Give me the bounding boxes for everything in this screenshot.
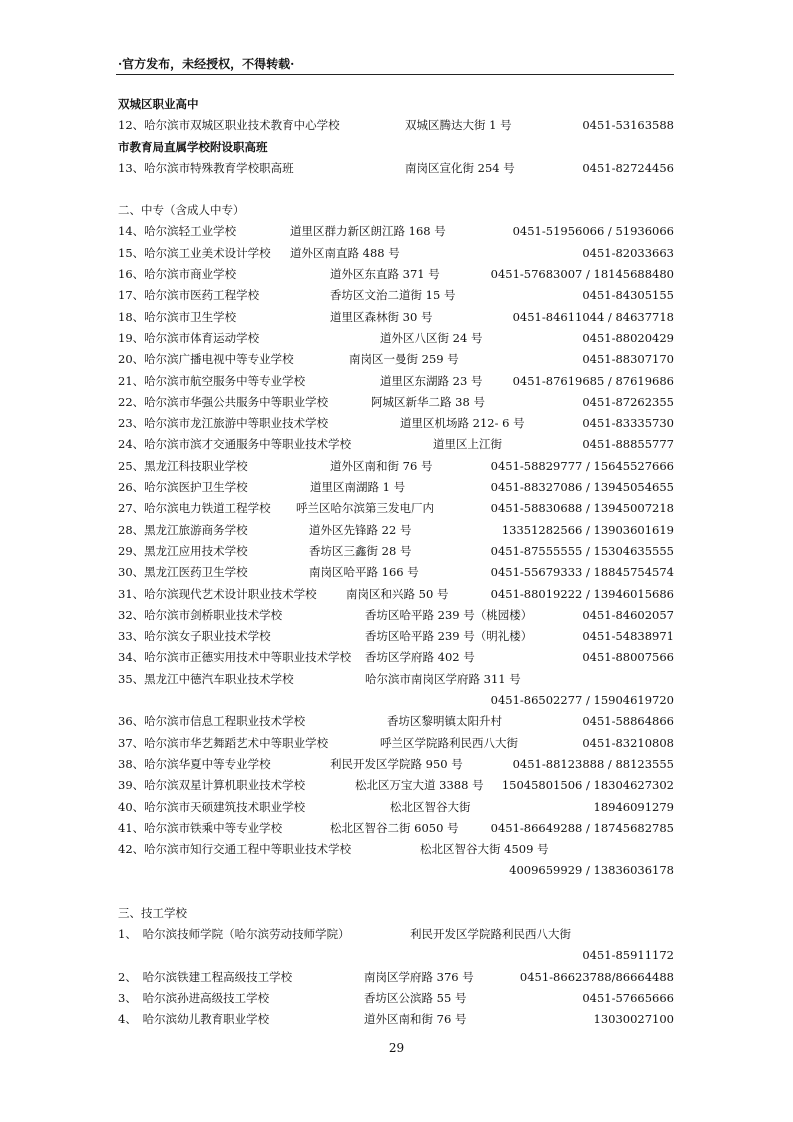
school-row (118, 477, 674, 498)
category-heading-text: 市教育局直属学校附设职高班 (118, 139, 268, 154)
school-address: 香坊区哈平路 239 号（明礼楼） (365, 629, 533, 644)
school-name: 29、黑龙江应用技术学校 (118, 543, 248, 558)
school-name: 30、黑龙江医药卫生学校 (118, 565, 248, 580)
school-row (118, 264, 674, 285)
school-name: 28、黑龙江旅游商务学校 (118, 522, 248, 537)
school-name: 42、哈尔滨市知行交通工程中等职业技术学校 (118, 842, 352, 857)
school-phone: 0451-88020429 (582, 330, 674, 345)
school-row (118, 584, 674, 605)
school-phone: 15045801506 / 18304627302 (501, 778, 674, 793)
school-row (118, 839, 674, 860)
section3-list (118, 924, 674, 1030)
school-phone: 0451-87262355 (582, 394, 674, 409)
school-address: 南岗区学府路 376 号 (364, 969, 474, 984)
school-row (118, 328, 674, 349)
school-row (118, 690, 674, 711)
school-name: 23、哈尔滨市龙江旅游中等职业技术学校 (118, 416, 329, 431)
school-phone: 0451-57683007 / 18145688480 (490, 267, 674, 282)
school-phone: 0451-82724456 (582, 160, 674, 175)
school-phone: 0451-83335730 (582, 416, 674, 431)
page-number: 29 (388, 1041, 405, 1055)
school-name: 15、哈尔滨工业美术设计学校 (118, 245, 271, 260)
school-address: 香坊区三鑫街 28 号 (309, 543, 412, 558)
school-address: 道里区东湖路 23 号 (380, 373, 483, 388)
school-address: 松北区万宝大道 3388 号 (355, 778, 484, 793)
school-row (118, 711, 674, 732)
school-address: 香坊区学府路 402 号 (365, 650, 475, 665)
school-address: 道里区机场路 212- 6 号 (400, 416, 525, 431)
school-address: 南岗区哈平路 166 号 (309, 565, 419, 580)
school-row (118, 562, 674, 583)
school-address: 道里区南湖路 1 号 (310, 480, 406, 495)
school-address: 利民开发区学院路利民西八大街 (410, 926, 571, 941)
school-phone: 0451-51956066 / 51936066 (512, 224, 674, 239)
category-heading (118, 137, 674, 158)
school-address: 呼兰区哈尔滨第三发电厂内 (296, 501, 434, 516)
school-address: 道里区上江街 (433, 437, 502, 452)
school-phone: 0451-58829777 / 15645527666 (490, 458, 674, 473)
school-phone: 0451-88327086 / 13945054655 (490, 480, 674, 495)
school-row (118, 158, 674, 179)
school-row (118, 221, 674, 242)
school-address: 南岗区和兴路 50 号 (346, 586, 449, 601)
school-name: 32、哈尔滨市剑桥职业技术学校 (118, 607, 283, 622)
school-phone: 0451-83210808 (582, 735, 674, 750)
school-row (118, 797, 674, 818)
school-row (118, 520, 674, 541)
school-name: 38、哈尔滨华夏中等专业学校 (118, 756, 271, 771)
school-address: 道外区东直路 371 号 (330, 267, 440, 282)
school-row (118, 413, 674, 434)
school-row (118, 945, 674, 966)
school-row (118, 818, 674, 839)
school-row (118, 924, 674, 945)
school-address: 松北区智谷大街 4509 号 (420, 842, 549, 857)
school-address: 南岗区宣化街 254 号 (405, 160, 515, 175)
school-address: 道外区南和街 76 号 (330, 458, 433, 473)
document-body (118, 94, 674, 1030)
school-row (118, 498, 674, 519)
school-phone: 0451-88307170 (582, 352, 674, 367)
school-row (118, 285, 674, 306)
school-phone: 0451-88123888 / 88123555 (512, 756, 674, 771)
school-name: 35、黑龙江中德汽车职业技术学校 (118, 671, 294, 686)
school-name: 2、 哈尔滨铁建工程高级技工学校 (118, 969, 293, 984)
school-address: 香坊区公滨路 55 号 (364, 990, 467, 1005)
school-address: 香坊区黎明镇太阳升村 (387, 714, 502, 729)
school-phone: 0451-87555555 / 15304635555 (490, 543, 674, 558)
spacer (118, 882, 674, 903)
school-phone: 0451-86649288 / 18745682785 (490, 820, 674, 835)
school-name: 1、 哈尔滨技师学院（哈尔滨劳动技师学院） (118, 926, 350, 941)
school-phone: 0451-82033663 (582, 245, 674, 260)
section-title-text: 三、技工学校 (118, 905, 187, 920)
category-heading-text: 双城区职业高中 (118, 97, 199, 111)
school-name: 26、哈尔滨医护卫生学校 (118, 480, 248, 495)
school-address: 松北区智谷大街 (390, 799, 471, 814)
school-name: 18、哈尔滨市卫生学校 (118, 309, 237, 324)
section-title (118, 903, 674, 924)
school-phone: 0451-84602057 (582, 607, 674, 622)
school-address: 阿城区新华二路 38 号 (371, 394, 485, 409)
school-name: 37、哈尔滨市华艺舞蹈艺术中等职业学校 (118, 735, 329, 750)
school-address: 道外区八区街 24 号 (380, 330, 483, 345)
school-row (118, 307, 674, 328)
school-phone: 0451-88007566 (582, 650, 674, 665)
school-phone: 0451-58864866 (582, 714, 674, 729)
school-phone: 0451-85911172 (582, 948, 674, 963)
school-address: 哈尔滨市南岗区学府路 311 号 (365, 671, 521, 686)
school-phone: 0451-87619685 / 87619686 (512, 373, 674, 388)
school-row (118, 754, 674, 775)
school-name: 20、哈尔滨广播电视中等专业学校 (118, 352, 294, 367)
school-row (118, 434, 674, 455)
school-address: 呼兰区学院路利民西八大街 (380, 735, 518, 750)
school-row (118, 243, 674, 264)
school-row (118, 371, 674, 392)
school-phone: 0451-86502277 / 15904619720 (490, 693, 674, 708)
category-heading (118, 94, 674, 115)
school-name: 12、哈尔滨市双城区职业技术教育中心学校 (118, 118, 340, 133)
school-address: 南岗区一曼街 259 号 (349, 352, 459, 367)
school-address: 道外区先锋路 22 号 (309, 522, 412, 537)
school-phone: 13030027100 (593, 1012, 674, 1027)
school-name: 19、哈尔滨市体育运动学校 (118, 330, 260, 345)
school-row (118, 349, 674, 370)
header-rule (116, 74, 674, 75)
school-address: 道外区南和街 76 号 (364, 1012, 467, 1027)
school-phone: 0451-53163588 (582, 118, 674, 133)
school-phone: 0451-57665666 (582, 990, 674, 1005)
school-name: 17、哈尔滨市医药工程学校 (118, 288, 260, 303)
school-row (118, 775, 674, 796)
section-title-text: 二、中专（含成人中专） (118, 203, 245, 218)
school-row (118, 626, 674, 647)
school-name: 33、哈尔滨女子职业技术学校 (118, 629, 271, 644)
school-name: 31、哈尔滨现代艺术设计职业技术学校 (118, 586, 317, 601)
school-name: 41、哈尔滨市铁乘中等专业学校 (118, 820, 283, 835)
school-name: 25、黑龙江科技职业学校 (118, 458, 248, 473)
page-header: ·官方发布，未经授权，不得转载· (118, 57, 295, 71)
school-address: 利民开发区学院路 950 号 (330, 756, 463, 771)
school-phone: 0451-84611044 / 84637718 (512, 309, 674, 324)
school-row (118, 967, 674, 988)
school-address: 道里区森林街 30 号 (330, 309, 433, 324)
spacer (118, 179, 674, 200)
school-row (118, 669, 674, 690)
school-row (118, 456, 674, 477)
school-name: 22、哈尔滨市华强公共服务中等职业学校 (118, 394, 329, 409)
school-name: 40、哈尔滨市天硕建筑技术职业学校 (118, 799, 306, 814)
school-address: 香坊区哈平路 239 号（桃园楼） (365, 607, 533, 622)
school-row (118, 988, 674, 1009)
school-phone: 0451-54838971 (582, 629, 674, 644)
school-name: 4、 哈尔滨幼儿教育职业学校 (118, 1012, 270, 1027)
school-name: 39、哈尔滨双星计算机职业技术学校 (118, 778, 306, 793)
school-row (118, 733, 674, 754)
school-phone: 0451-88019222 / 13946015686 (490, 586, 674, 601)
school-row (118, 541, 674, 562)
school-phone: 0451-55679333 / 18845754574 (490, 565, 674, 580)
school-address: 道里区群力新区朗江路 168 号 (290, 224, 446, 239)
school-row (118, 860, 674, 881)
school-name: 36、哈尔滨市信息工程职业技术学校 (118, 714, 306, 729)
school-row (118, 647, 674, 668)
school-phone: 0451-58830688 / 13945007218 (490, 501, 674, 516)
school-name: 21、哈尔滨市航空服务中等专业学校 (118, 373, 306, 388)
school-address: 香坊区文治二道街 15 号 (330, 288, 456, 303)
school-address: 松北区智谷二街 6050 号 (330, 820, 459, 835)
school-name: 14、哈尔滨轻工业学校 (118, 224, 237, 239)
school-address: 双城区腾达大街 1 号 (405, 118, 512, 133)
school-row (118, 115, 674, 136)
school-row (118, 605, 674, 626)
school-name: 3、 哈尔滨孙进高级技工学校 (118, 990, 270, 1005)
school-phone: 0451-88855777 (582, 437, 674, 452)
school-phone: 13351282566 / 13903601619 (501, 522, 674, 537)
school-phone: 0451-84305155 (582, 288, 674, 303)
school-name: 27、哈尔滨电力铁道工程学校 (118, 501, 271, 516)
school-phone: 18946091279 (593, 799, 674, 814)
school-name: 13、哈尔滨市特殊教育学校职高班 (118, 160, 294, 175)
school-row (118, 392, 674, 413)
school-address: 道外区南直路 488 号 (290, 245, 400, 260)
school-name: 34、哈尔滨市正德实用技术中等职业技术学校 (118, 650, 352, 665)
section-title (118, 200, 674, 221)
school-phone: 0451-86623788/86664488 (519, 969, 674, 984)
school-name: 16、哈尔滨市商业学校 (118, 267, 237, 282)
school-name: 24、哈尔滨市滨才交通服务中等职业技术学校 (118, 437, 352, 452)
school-row (118, 1009, 674, 1030)
school-phone: 4009659929 / 13836036178 (509, 863, 674, 878)
section2-list (118, 221, 674, 881)
